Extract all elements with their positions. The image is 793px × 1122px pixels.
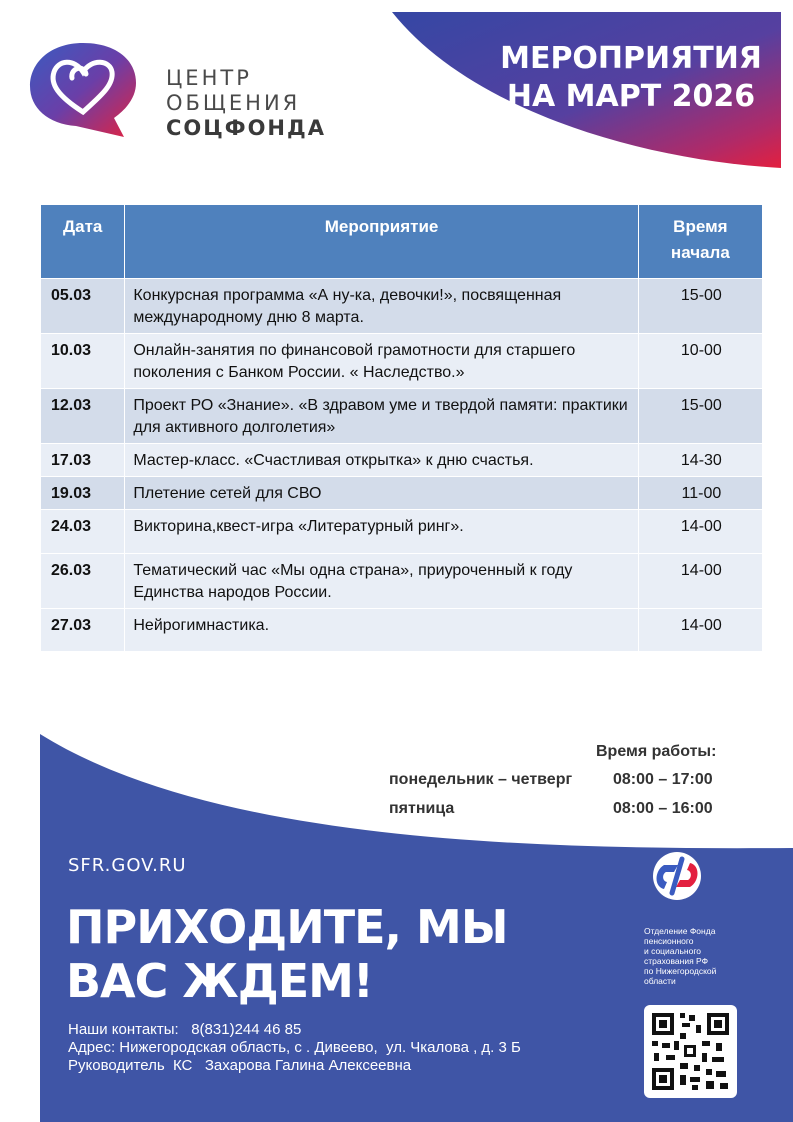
events-table [41,205,762,651]
table-row [41,334,762,389]
contacts-phone: Наши контакты: 8(831)244 46 85 [68,1021,302,1038]
row-date: 10.03 [41,334,125,389]
work-hours-title: Время работы: [596,743,717,760]
org-line6: области [644,976,676,986]
page-title [470,40,792,116]
row-date: 17.03 [41,444,125,477]
row-time: 14-00 [638,609,762,651]
row-time: 10-00 [638,334,762,389]
row-date: 24.03 [41,510,125,554]
row-event: Нейрогимнастика. [125,609,638,651]
row-date: 26.03 [41,554,125,609]
row-date: 27.03 [41,609,125,651]
table-row [41,279,762,334]
header-time: Время начала [638,205,762,279]
row-time: 14-00 [638,554,762,609]
row-event: Викторина,квест-игра «Литературный ринг». [125,510,638,554]
row-time: 14-00 [638,510,762,554]
table-row [41,554,762,609]
contacts-address: Адрес: Нижегородская область, с . Дивеево, ул. Чкалова , д. 3 Б [68,1039,521,1056]
title-line2: НА МАРТ 2026 [506,79,756,114]
table-row [41,444,762,477]
org-line3: и социального [644,946,701,956]
table-row [41,389,762,444]
brand-line2: ОБЩЕНИЯ [166,91,301,115]
qr-code-icon[interactable] [644,1005,737,1098]
table-row [41,510,762,554]
row-event: Проект РО «Знание». «В здравом уме и твердой памяти: практики для активного долголетия» [125,389,638,444]
row-event: Конкурсная программа «А ну-ка, девочки!», посвященная международному дню 8 марта. [125,279,638,334]
brand-line3: СОЦФОНДА [166,116,326,140]
slogan-line2: ВАС ЖДЕМ! [66,954,373,1008]
contacts-block [68,1021,521,1075]
org-line2: пенсионного [644,936,694,946]
row-time: 15-00 [638,279,762,334]
header-date: Дата [41,205,125,279]
qr-code-pattern [644,1005,737,1098]
row-event: Онлайн-занятия по финансовой грамотности для старшего поколения с Банком России. « Наследство.» [125,334,638,389]
contacts-manager: Руководитель КС Захарова Галина Алексеевна [68,1057,412,1074]
header-event: Мероприятие [125,205,638,279]
brand-line1: ЦЕНТР [166,66,252,90]
row-event: Мастер-класс. «Счастливая открытка» к дню счастья. [125,444,638,477]
work-hours-friday-label: пятница [389,800,455,817]
row-event: Тематический час «Мы одна страна», приуроченный к году Единства народов России. [125,554,638,609]
table-header-row [41,205,762,279]
slogan-line1: ПРИХОДИТЕ, МЫ [66,900,508,954]
row-date: 05.03 [41,279,125,334]
row-event: Плетение сетей для СВО [125,477,638,510]
work-hours-weekdays-time: 08:00 – 17:00 [613,771,713,788]
row-date: 19.03 [41,477,125,510]
org-name [644,926,744,986]
slogan [66,900,507,1008]
website-link[interactable]: SFR.GOV.RU [68,855,187,876]
work-hours-friday-time: 08:00 – 16:00 [613,800,713,817]
row-date: 12.03 [41,389,125,444]
work-hours-weekdays-label: понедельник – четверг [389,771,573,788]
row-time: 14-30 [638,444,762,477]
brand-name [166,66,326,141]
row-time: 15-00 [638,389,762,444]
table-row [41,609,762,651]
heart-speech-bubble-icon [28,38,138,138]
sfr-logo-icon [644,851,710,901]
table-row [41,477,762,510]
org-line4: страхования РФ [644,956,709,966]
org-line1: Отделение Фонда [644,926,716,936]
title-line1: МЕРОПРИЯТИЯ [500,41,762,76]
org-line5: по Нижегородской [644,966,717,976]
row-time: 11-00 [638,477,762,510]
